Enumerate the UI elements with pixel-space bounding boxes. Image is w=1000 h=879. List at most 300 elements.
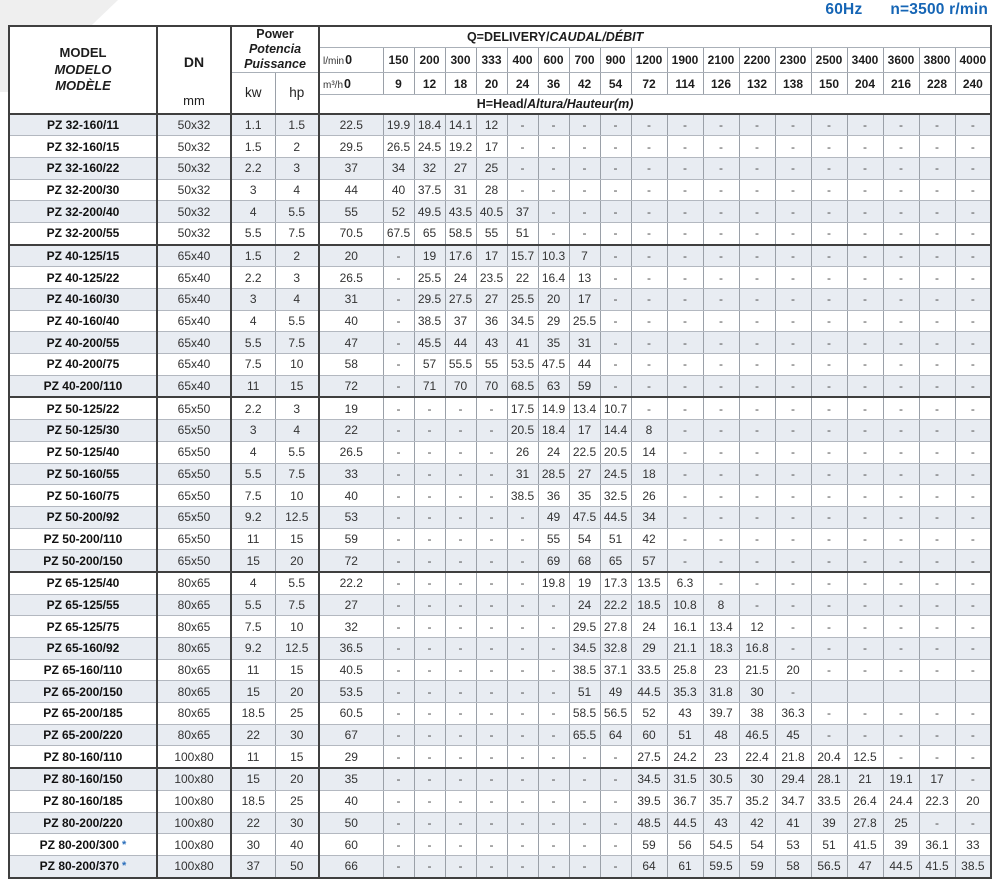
head-value-cell: -	[445, 397, 476, 419]
head-value-cell: 72	[319, 550, 383, 572]
pump-row	[9, 463, 991, 485]
head-value-cell: -	[445, 485, 476, 507]
head-value-cell: 19.1	[883, 768, 919, 790]
head-value-cell: -	[955, 136, 991, 158]
kw-cell: 11	[231, 528, 275, 550]
head-value-cell: 55.5	[445, 354, 476, 376]
head-value-cell: -	[847, 332, 883, 354]
head-header	[319, 95, 991, 114]
head-value-cell: 59	[631, 834, 667, 856]
head-value-cell: -	[445, 724, 476, 746]
model-cell: PZ 50-200/150	[9, 550, 157, 572]
head-value-cell: 24	[538, 441, 569, 463]
model-cell: PZ 40-160/40	[9, 310, 157, 332]
head-value-cell: 10.3	[538, 245, 569, 267]
head-value-cell: -	[739, 594, 775, 616]
head-value-cell: -	[476, 768, 507, 790]
head-value-cell: -	[569, 222, 600, 244]
model-label-es: MODELO	[54, 61, 112, 77]
head-value-cell: -	[507, 506, 538, 528]
head-value-cell: -	[883, 572, 919, 594]
head-value-cell: -	[919, 594, 955, 616]
head-value-cell: -	[847, 485, 883, 507]
head-value-cell: -	[811, 638, 847, 660]
head-value-cell: 35	[319, 768, 383, 790]
lmin-value-header: 3600	[883, 48, 919, 73]
head-value-cell: -	[919, 289, 955, 311]
head-value-cell: 40	[383, 179, 414, 201]
head-value-cell: -	[811, 397, 847, 419]
kw-cell: 11	[231, 746, 275, 768]
head-value-cell: 34.7	[775, 790, 811, 812]
head-value-cell: -	[955, 638, 991, 660]
m3h-value-header: 36	[538, 73, 569, 95]
kw-cell: 7.5	[231, 354, 275, 376]
head-value-cell: 35.3	[667, 681, 703, 703]
dn-cell: 50x32	[157, 114, 231, 136]
head-value-cell: 19.2	[445, 136, 476, 158]
model-cell: PZ 80-200/300 *	[9, 834, 157, 856]
hp-cell: 1.5	[275, 114, 319, 136]
head-value-cell: -	[667, 267, 703, 289]
head-value-cell: 42	[739, 812, 775, 834]
head-value-cell: -	[847, 441, 883, 463]
head-value-cell: 26.4	[847, 790, 883, 812]
head-value-cell: 59.5	[703, 855, 739, 877]
head-value-cell: -	[847, 659, 883, 681]
head-value-cell: 44	[569, 354, 600, 376]
head-value-cell: -	[847, 136, 883, 158]
head-value-cell: 27	[319, 594, 383, 616]
head-value-cell: 41.5	[919, 855, 955, 877]
head-value-cell: 54	[739, 834, 775, 856]
head-value-cell: -	[919, 746, 955, 768]
head-value-cell: -	[703, 245, 739, 267]
head-label-en: H=Head/	[476, 96, 528, 111]
head-value-cell: 39.7	[703, 703, 739, 725]
head-value-cell: 58	[775, 855, 811, 877]
head-value-cell: -	[414, 790, 445, 812]
head-value-cell: -	[739, 289, 775, 311]
head-value-cell: 43	[667, 703, 703, 725]
head-value-cell: 30.5	[703, 768, 739, 790]
head-value-cell: -	[383, 441, 414, 463]
model-cell: PZ 50-200/92	[9, 506, 157, 528]
head-value-cell: -	[600, 354, 631, 376]
head-value-cell: -	[414, 397, 445, 419]
head-value-cell: -	[631, 354, 667, 376]
head-value-cell: 37.5	[414, 179, 445, 201]
head-value-cell: 25.8	[667, 659, 703, 681]
head-value-cell	[811, 681, 847, 703]
hp-cell: 25	[275, 703, 319, 725]
head-value-cell: -	[445, 594, 476, 616]
head-value-cell: -	[476, 638, 507, 660]
head-value-cell: -	[569, 768, 600, 790]
model-cell: PZ 50-160/75	[9, 485, 157, 507]
head-value-cell: -	[847, 463, 883, 485]
head-value-cell: 29.5	[414, 289, 445, 311]
head-value-cell: 19.9	[383, 114, 414, 136]
head-value-cell: 45	[775, 724, 811, 746]
head-value-cell: -	[538, 638, 569, 660]
model-cell: PZ 65-125/55	[9, 594, 157, 616]
head-value-cell: -	[383, 703, 414, 725]
head-value-cell: -	[667, 550, 703, 572]
head-value-cell: 29	[319, 746, 383, 768]
kw-cell: 15	[231, 681, 275, 703]
dn-cell: 65x40	[157, 354, 231, 376]
head-value-cell: -	[919, 485, 955, 507]
head-value-cell: 47.5	[538, 354, 569, 376]
head-value-cell: -	[775, 681, 811, 703]
model-cell: PZ 32-160/22	[9, 157, 157, 179]
asterisk-marker: *	[122, 860, 127, 873]
head-value-cell: -	[811, 463, 847, 485]
head-value-cell: -	[667, 397, 703, 419]
kw-cell: 2.2	[231, 267, 275, 289]
kw-cell: 3	[231, 179, 275, 201]
head-value-cell: -	[775, 441, 811, 463]
head-value-cell: -	[600, 179, 631, 201]
head-value-cell: 63	[538, 375, 569, 397]
head-value-cell: 49	[600, 681, 631, 703]
kw-cell: 4	[231, 572, 275, 594]
head-value-cell: -	[476, 855, 507, 877]
kw-cell: 22	[231, 724, 275, 746]
head-value-cell: 17	[569, 289, 600, 311]
head-value-cell: 26	[507, 441, 538, 463]
head-value-cell: -	[445, 746, 476, 768]
head-value-cell: 51	[600, 528, 631, 550]
m3h-value-header: 228	[919, 73, 955, 95]
head-value-cell: -	[383, 659, 414, 681]
head-value-cell: -	[600, 332, 631, 354]
delivery-label-en: Q=DELIVERY/	[466, 30, 550, 45]
dn-cell: 65x50	[157, 397, 231, 419]
head-value-cell: -	[955, 354, 991, 376]
model-cell: PZ 65-200/220	[9, 724, 157, 746]
head-value-cell: -	[883, 310, 919, 332]
model-cell: PZ 40-125/22	[9, 267, 157, 289]
hp-cell: 30	[275, 724, 319, 746]
head-value-cell: -	[383, 420, 414, 442]
head-value-cell: -	[667, 528, 703, 550]
head-value-cell: -	[414, 420, 445, 442]
head-value-cell: -	[414, 681, 445, 703]
head-value-cell: 67.5	[383, 222, 414, 244]
head-value-cell: -	[739, 506, 775, 528]
head-value-cell: -	[476, 724, 507, 746]
head-value-cell: -	[847, 267, 883, 289]
head-value-cell: -	[507, 528, 538, 550]
head-value-cell: 8	[703, 594, 739, 616]
model-cell: PZ 50-125/30	[9, 420, 157, 442]
head-label-intl: Altura/Hauteur(m)	[527, 96, 634, 111]
head-value-cell: -	[507, 855, 538, 877]
dn-cell: 65x50	[157, 420, 231, 442]
head-value-cell: -	[883, 528, 919, 550]
head-value-cell: -	[775, 572, 811, 594]
kw-cell: 4	[231, 441, 275, 463]
head-value-cell: 68.5	[507, 375, 538, 397]
head-value-cell: 51	[569, 681, 600, 703]
head-value-cell: 31	[569, 332, 600, 354]
head-value-cell: 55	[476, 354, 507, 376]
dn-cell: 100x80	[157, 855, 231, 877]
head-value-cell: -	[883, 485, 919, 507]
head-value-cell: -	[919, 812, 955, 834]
head-value-cell: -	[383, 855, 414, 877]
head-value-cell: -	[919, 201, 955, 223]
head-value-cell: 6.3	[667, 572, 703, 594]
head-value-cell: 14	[631, 441, 667, 463]
kw-cell: 2.2	[231, 157, 275, 179]
head-value-cell: -	[883, 267, 919, 289]
head-value-cell: -	[775, 528, 811, 550]
model-cell: PZ 65-125/75	[9, 616, 157, 638]
head-value-cell: 66	[319, 855, 383, 877]
head-value-cell: -	[811, 485, 847, 507]
head-value-cell: 41.5	[847, 834, 883, 856]
head-value-cell: -	[811, 703, 847, 725]
head-value-cell: -	[667, 157, 703, 179]
model-cell: PZ 40-160/30	[9, 289, 157, 311]
model-cell: PZ 40-200/55	[9, 332, 157, 354]
head-value-cell: -	[919, 375, 955, 397]
head-value-cell: -	[703, 114, 739, 136]
head-value-cell: -	[811, 550, 847, 572]
head-value-cell: -	[883, 420, 919, 442]
head-value-cell: -	[600, 790, 631, 812]
head-value-cell: -	[919, 136, 955, 158]
head-value-cell: -	[667, 420, 703, 442]
head-value-cell: -	[507, 550, 538, 572]
head-value-cell: -	[811, 267, 847, 289]
head-value-cell: 24.2	[667, 746, 703, 768]
head-value-cell: 16.8	[739, 638, 775, 660]
hp-cell: 10	[275, 616, 319, 638]
head-value-cell: -	[847, 638, 883, 660]
head-value-cell: 43.5	[445, 201, 476, 223]
head-value-cell: -	[955, 397, 991, 419]
kw-cell: 18.5	[231, 703, 275, 725]
head-value-cell: 40	[319, 485, 383, 507]
head-value-cell: 36	[476, 310, 507, 332]
head-value-cell: -	[569, 201, 600, 223]
head-value-cell: -	[919, 616, 955, 638]
head-value-cell: 14.4	[600, 420, 631, 442]
head-value-cell: 37	[507, 201, 538, 223]
head-value-cell: -	[703, 157, 739, 179]
head-value-cell: -	[919, 397, 955, 419]
head-value-cell: -	[476, 420, 507, 442]
head-value-cell: 61	[667, 855, 703, 877]
head-value-cell: -	[955, 245, 991, 267]
hp-cell: 4	[275, 179, 319, 201]
hp-cell: 15	[275, 375, 319, 397]
head-value-cell: -	[569, 157, 600, 179]
head-value-cell: 51	[507, 222, 538, 244]
kw-cell: 1.5	[231, 245, 275, 267]
asterisk-marker: *	[122, 838, 127, 851]
head-value-cell: -	[775, 267, 811, 289]
head-value-cell: 22	[507, 267, 538, 289]
head-value-cell: 48	[703, 724, 739, 746]
lmin-value-header: 4000	[955, 48, 991, 73]
head-value-cell: 55	[538, 528, 569, 550]
lmin-value-header: 200	[414, 48, 445, 73]
head-value-cell: 13.4	[569, 397, 600, 419]
power-label-fr: Puissance	[244, 57, 306, 71]
pump-row	[9, 485, 991, 507]
head-value-cell: 68	[569, 550, 600, 572]
head-value-cell: -	[476, 594, 507, 616]
head-value-cell: -	[476, 812, 507, 834]
head-value-cell: 19	[569, 572, 600, 594]
kw-cell: 9.2	[231, 638, 275, 660]
head-value-cell: 36.7	[667, 790, 703, 812]
head-value-cell: 39	[883, 834, 919, 856]
head-value-cell: -	[507, 157, 538, 179]
head-value-cell: -	[703, 550, 739, 572]
head-value-cell: 64	[631, 855, 667, 877]
head-value-cell: -	[883, 332, 919, 354]
head-value-cell: -	[847, 724, 883, 746]
head-value-cell: -	[703, 201, 739, 223]
head-value-cell: -	[667, 179, 703, 201]
pump-row	[9, 616, 991, 638]
model-cell: PZ 40-125/15	[9, 245, 157, 267]
head-value-cell: 27	[445, 157, 476, 179]
head-value-cell: -	[414, 528, 445, 550]
head-value-cell: -	[703, 354, 739, 376]
model-cell: PZ 65-200/150	[9, 681, 157, 703]
pump-row	[9, 550, 991, 572]
head-value-cell: -	[883, 638, 919, 660]
head-value-cell: -	[811, 659, 847, 681]
m3h-value-header: 126	[703, 73, 739, 95]
head-value-cell: 16.1	[667, 616, 703, 638]
head-value-cell: -	[476, 616, 507, 638]
m3h-value-header: 18	[445, 73, 476, 95]
head-value-cell: 44.5	[631, 681, 667, 703]
model-cell: PZ 80-160/150	[9, 768, 157, 790]
head-value-cell: -	[739, 550, 775, 572]
head-value-cell: 17.5	[507, 397, 538, 419]
head-value-cell	[883, 681, 919, 703]
head-value-cell: -	[600, 812, 631, 834]
model-cell: PZ 65-160/110	[9, 659, 157, 681]
dn-cell: 65x50	[157, 441, 231, 463]
head-value-cell: -	[883, 179, 919, 201]
head-value-cell: -	[739, 420, 775, 442]
head-value-cell: -	[507, 790, 538, 812]
kw-cell: 18.5	[231, 790, 275, 812]
head-value-cell: -	[445, 420, 476, 442]
head-value-cell: 33	[319, 463, 383, 485]
head-value-cell: 57	[414, 354, 445, 376]
dn-cell: 65x50	[157, 506, 231, 528]
head-value-cell: -	[775, 310, 811, 332]
head-value-cell: 20	[775, 659, 811, 681]
m3h-value-header: 138	[775, 73, 811, 95]
head-value-cell: 59	[569, 375, 600, 397]
head-value-cell	[847, 681, 883, 703]
head-value-cell: -	[847, 550, 883, 572]
head-value-cell: 33.5	[811, 790, 847, 812]
head-value-cell: -	[775, 594, 811, 616]
head-value-cell: -	[847, 245, 883, 267]
dn-unit-label: mm	[183, 92, 205, 108]
head-value-cell: -	[667, 114, 703, 136]
pump-row	[9, 201, 991, 223]
head-value-cell: -	[600, 289, 631, 311]
dn-cell: 100x80	[157, 790, 231, 812]
kw-cell: 15	[231, 550, 275, 572]
head-value-cell: -	[538, 724, 569, 746]
head-value-cell: -	[414, 746, 445, 768]
head-value-cell: 70.5	[319, 222, 383, 244]
head-value-cell: 24	[631, 616, 667, 638]
dn-cell: 65x40	[157, 267, 231, 289]
head-value-cell: -	[703, 463, 739, 485]
head-value-cell: 12	[739, 616, 775, 638]
head-value-cell: 22.5	[569, 441, 600, 463]
head-value-cell: -	[538, 659, 569, 681]
lmin-value-header: 2500	[811, 48, 847, 73]
head-value-cell: -	[445, 812, 476, 834]
head-value-cell: -	[476, 441, 507, 463]
head-value-cell: 41	[507, 332, 538, 354]
head-value-cell: 35	[538, 332, 569, 354]
head-value-cell: 12	[476, 114, 507, 136]
head-value-cell: -	[476, 790, 507, 812]
lmin-value-header: 900	[600, 48, 631, 73]
head-value-cell: -	[847, 114, 883, 136]
head-value-cell: -	[883, 659, 919, 681]
head-value-cell: -	[883, 463, 919, 485]
head-value-cell: -	[739, 245, 775, 267]
head-value-cell: -	[569, 136, 600, 158]
head-value-cell: 34	[631, 506, 667, 528]
head-value-cell: -	[775, 354, 811, 376]
head-value-cell: -	[739, 463, 775, 485]
hp-cell: 4	[275, 420, 319, 442]
head-value-cell: -	[811, 245, 847, 267]
head-value-cell: -	[383, 746, 414, 768]
head-value-cell: -	[538, 136, 569, 158]
head-value-cell: 72	[319, 375, 383, 397]
head-value-cell: -	[507, 812, 538, 834]
head-value-cell: -	[600, 375, 631, 397]
head-value-cell: 38	[739, 703, 775, 725]
head-value-cell: 25.5	[507, 289, 538, 311]
pump-row	[9, 420, 991, 442]
model-column-header	[9, 26, 157, 114]
model-label-en: MODEL	[59, 45, 107, 61]
head-value-cell: -	[383, 834, 414, 856]
head-value-cell: -	[919, 310, 955, 332]
kw-cell: 4	[231, 310, 275, 332]
head-value-cell: 70	[476, 375, 507, 397]
head-value-cell: 27.8	[847, 812, 883, 834]
hp-cell: 30	[275, 812, 319, 834]
head-value-cell: -	[703, 267, 739, 289]
head-value-cell: -	[919, 703, 955, 725]
dn-cell: 80x65	[157, 724, 231, 746]
head-value-cell: -	[703, 420, 739, 442]
